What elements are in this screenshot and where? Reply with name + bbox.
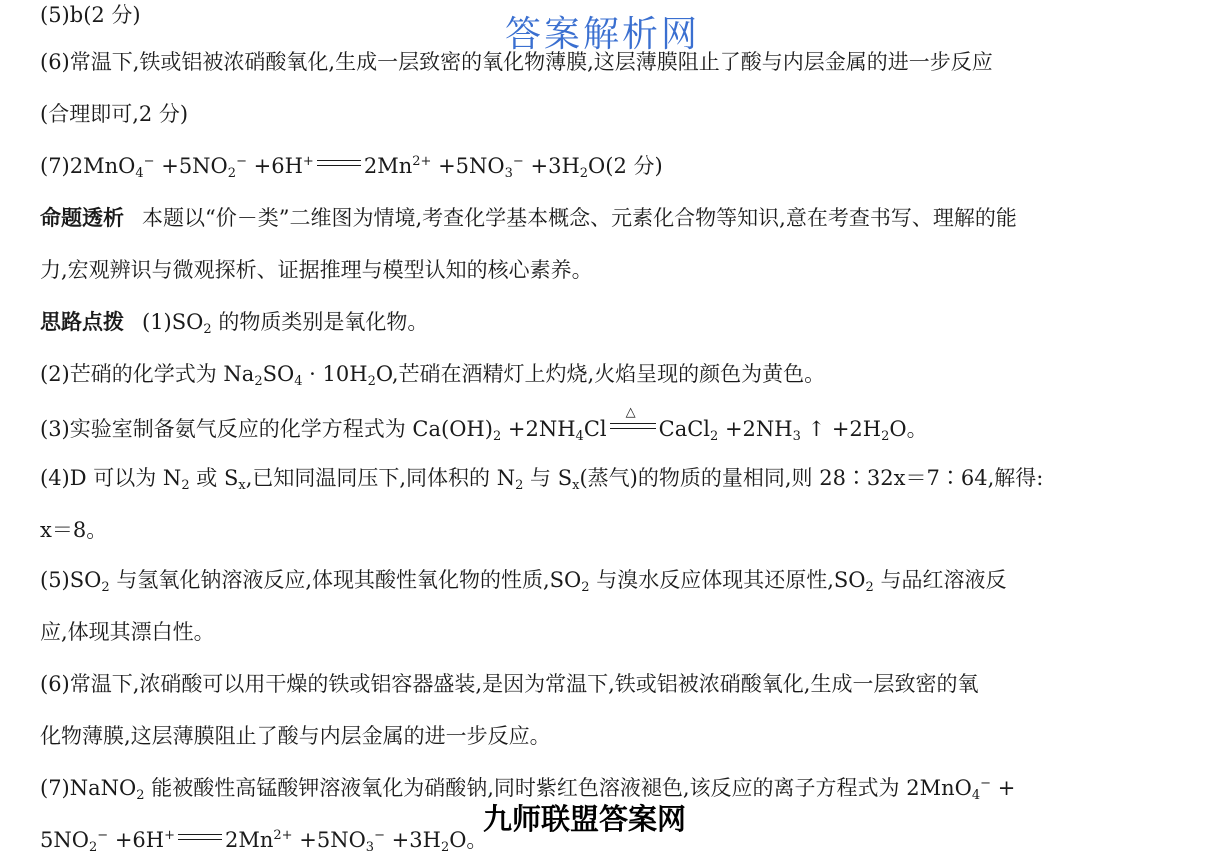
analysis-label: 命题透析: [40, 206, 124, 230]
equals-arrow: [178, 833, 222, 843]
ideas-s4-line-2: x＝8。: [40, 518, 108, 542]
analysis-line-2: 力,宏观辨识与微观探析、证据推理与模型认知的核心素养。: [40, 258, 593, 282]
ideas-s2: (2)芒硝的化学式为 $Na_2SO_4 \cdot 10H_2O$,芒硝在酒精灯上灼烧,火焰呈现的颜色为黄色。: [40, 362, 826, 389]
equals-arrow: [317, 159, 361, 169]
ideas-label: 思路点拨: [40, 310, 124, 334]
ideas-s3: (3)实验室制备氨气反应的化学方程式为 $Ca(OH)_2 +2NH_4Cl$ △ CaCl$_2$ $+2NH_3$ ↑ $+2H_2O$。: [40, 405, 928, 444]
ideas-s7: (7)NaNO$_2$ 能被酸性高锰酸钾溶液氧化为硝酸钠,同时紫红色溶液褪色,该反应的离子方程式为 2MnO$_4$− +: [40, 776, 1016, 803]
answer-6: (6)常温下,铁或铝被浓硝酸氧化,生成一层致密的氧化物薄膜,这层薄膜阻止了酸与内层金属的进一步反应: [40, 50, 993, 74]
answer-5: (5)b(2 分): [40, 3, 141, 27]
heat-arrow: [610, 405, 656, 432]
ideas-s6-line-1: (6)常温下,浓硝酸可以用干燥的铁或铝容器盛装,是因为常温下,铁或铝被浓硝酸氧化,生成一层致密的氧: [40, 672, 979, 696]
ideas-s6-line-2: 化物薄膜,这层薄膜阻止了酸与内层金属的进一步反应。: [40, 724, 551, 748]
ideas-s1: 思路点拨 $(1)SO_2$ 的物质类别是氧化物。: [40, 310, 429, 337]
watermark-bottom: 九师联盟答案网: [483, 802, 687, 836]
ideas-s5: $(5)SO_2$ 与氢氧化钠溶液反应,体现其酸性氧化物的性质$,SO_2$ 与溴水反应体现其还原性$,SO_2$ 与品红溶液反: [40, 568, 1007, 595]
ideas-s7-line-2: $5NO_2^- +6H^+$ $2Mn^{2+} +5NO_3^- +3H_2O$。: [40, 828, 488, 855]
ideas-s5-line-2: 应,体现其漂白性。: [40, 620, 215, 644]
answer-7-equation: $(7)2MnO_4^- +5NO_2^- +6H^+$ $2Mn^{2+} +5NO_3^- +3H_2O(2$ 分): [40, 154, 663, 181]
answer-6-continued: (合理即可,2 分): [40, 102, 189, 126]
heat-symbol: △: [625, 405, 636, 420]
watermark-top: 答案解析网: [505, 14, 701, 55]
ideas-s4: (4)D 可以为 $N_2$ 或 $S_x$,已知同温同压下,同体积的 $N_2$ 与 $S_x$(蒸气)的物质的量相同,则 28∶32x＝7∶64,解得:: [40, 466, 1044, 493]
analysis-line-1: 命题透析 本题以“价－类”二维图为情境,考查化学基本概念、元素化合物等知识,意在考查书写、理解的能: [40, 206, 1017, 230]
